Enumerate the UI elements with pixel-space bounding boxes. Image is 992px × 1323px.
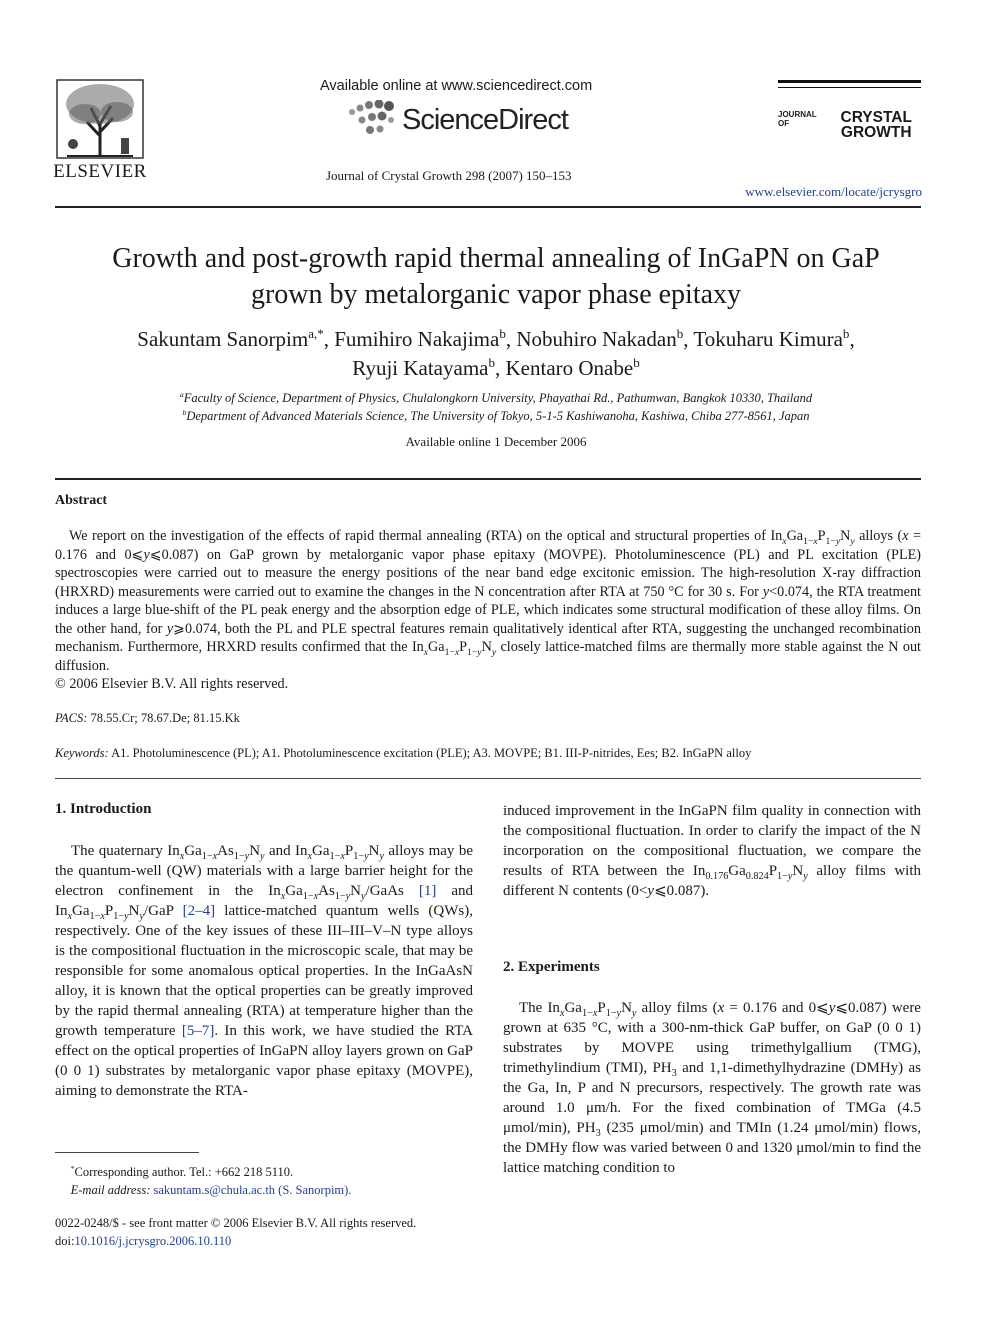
introduction-continued-text: induced improvement in the InGaPN film quality in connection with the compositional fluctuation. In order to clarify the impact of the N incorporation on the compositional fluctuation, we compare the results of RTA between the $In_{0.176}Ga_{0.824}P_{1-y}N_y$ alloy films with different N contents (0<y⩽0.087). bbox=[503, 803, 921, 899]
title-line: grown by metalorganic vapor phase epitaxy bbox=[250, 279, 742, 310]
sciencedirect-dots-icon bbox=[344, 100, 404, 140]
front-matter-notice: 0022-0248/$ - see front matter © 2006 Elsevier B.V. All rights reserved. bbox=[55, 1216, 417, 1230]
elsevier-tree-icon bbox=[55, 78, 145, 160]
available-online-date: Available online 1 December 2006 bbox=[405, 434, 587, 449]
author-affiliation-mark: b bbox=[676, 326, 684, 341]
author-separator: , bbox=[495, 356, 506, 380]
author-affiliation-mark: b bbox=[633, 355, 640, 370]
pacs-codes: PACS: 78.55.Cr; 78.67.De; 81.15.Kk bbox=[55, 711, 240, 725]
affiliation-a: $^a$Faculty of Science, Department of Physics, Chulalongkorn University, Phayathai Rd., Pathumwan, Bangkok 10330, Thailand bbox=[179, 389, 813, 405]
journal-logo-name: CRYSTAL GROWTH bbox=[840, 109, 912, 141]
experiments-text: The $In_xGa_{1-x}P_{1-y}N_y$ alloy films (x = 0.176 and 0⩽y⩽0.087) were grown at 635 °C, with a 300-nm-thick GaP buffer, on GaP (0 0 1) substrates by MOVPE using trimethylgallium (TMG), trimethylindium (TMI), $PH_3$ and 1,1-dimethylhydrazine (DMHy) as the Ga, In, P and N precursors, respectively. The growth rate was around 1.0 μm/h. For the fixed combination of TMGa (4.5 μmol/min), $PH_3$ (235 μmol/min) and TMIn (1.24 μmol/min) flows, the DMHy flow was varied between 0 and 1320 μmol/min to find the lattice matching condition to bbox=[503, 1000, 921, 1176]
citation-link[interactable]: [1] bbox=[418, 883, 437, 899]
available-online-text: Available online at www.sciencedirect.com bbox=[320, 78, 593, 94]
author-name: Nobuhiro Nakadan bbox=[516, 327, 677, 351]
article-title bbox=[40, 241, 952, 313]
affiliation-b: $^b$Department of Advanced Materials Science, The University of Tokyo, 5-1-5 Kashiwanoha, Kashiwa, Chiba 277-8561, Japan bbox=[182, 407, 810, 423]
keywords: Keywords: A1. Photoluminescence (PL); A1. Photoluminescence excitation (PLE); A3. MOVPE; B1. III-P-nitrides, Ees; B2. InGaPN alloy bbox=[55, 746, 752, 760]
citation-link[interactable]: [2–4] bbox=[182, 903, 216, 919]
sciencedirect-logo bbox=[344, 100, 594, 142]
journal-logo-small-text: JOURNAL OF bbox=[778, 110, 817, 128]
affiliations bbox=[40, 389, 952, 425]
author-name: Tokuharu Kimura bbox=[693, 327, 843, 351]
author-separator: , bbox=[683, 327, 694, 351]
abstract-top-rule bbox=[55, 478, 921, 480]
citation-link[interactable]: [5–7] bbox=[181, 1023, 215, 1039]
abstract-heading: Abstract bbox=[55, 493, 108, 508]
journal-logo bbox=[778, 80, 921, 140]
abstract-text: We report on the investigation of the effects of rapid thermal annealing (RTA) on the optical and structural properties of $In_xGa_{1-x}P_{1-y}N_y$ alloys (x = 0.176 and 0⩽y⩽0.087) on GaP grown by metalorganic vapor phase epitaxy (MOVPE). Photoluminescence (PL) and PL excitation (PLE) spectroscopies were carried out to measure the energy positions of the near band edge excitonic emission. The high-resolution X-ray diffraction (HRXRD) measurements were carried out to examine the changes in the N concentration after RTA at 750 °C for 30 s. For y<0.074, the RTA treatment induces a large blue-shift of the PL peak energy and the absorption edge of PLE, which indicates some structural modification of these alloy films. On the other hand, for y⩾0.074, both the PL and PLE spectral features remain qualitatively identical after RTA, suggesting the unchanged recombination mechanism. Furthermore, HRXRD results confirmed that the $In_xGa_{1-x}P_{1-y}N_y$ closely lattice-matched films are thermally more stable against the N out diffusion. bbox=[55, 528, 922, 674]
doi: doi:10.1016/j.jcrysgro.2006.10.110 bbox=[55, 1234, 232, 1248]
author-affiliation-mark: b bbox=[842, 326, 850, 341]
email-link[interactable]: sakuntam.s@chula.ac.th bbox=[153, 1183, 276, 1197]
author-separator: , bbox=[849, 327, 855, 351]
author-separator: , bbox=[505, 327, 517, 351]
journal-logo-rule bbox=[778, 80, 921, 83]
header-divider bbox=[55, 206, 921, 208]
abstract-bottom-rule bbox=[55, 778, 921, 779]
author-name: Fumihiro Nakajima bbox=[334, 327, 500, 351]
author-affiliation-mark: b bbox=[499, 326, 506, 341]
journal-url-link[interactable]: www.elsevier.com/locate/jcrysgro bbox=[745, 184, 922, 199]
author-affiliation-mark: a,* bbox=[308, 326, 324, 341]
introduction-text: The quaternary $In_xGa_{1-x}As_{1-y}N_y$ and $In_xGa_{1-x}P_{1-y}N_y$ alloys may be the quantum-well (QW) materials with a large barrier height for the electron confinement in the $In_xGa_{1-x}As_{1-y}N_y$/GaAs [1] and $In_xGa_{1-x}P_{1-y}N_y$/GaP [2–4] lattice-matched quantum wells (QWs), respectively. One of the key issues of these III–III–V–N type alloys is the compositional fluctuation in the microscopic scale, that may be responsible for some anomalous optical properties. In the InGaAsN alloy, it is known that the optical properties can be greatly improved by the rapid thermal annealing (RTA) at temperature higher than the growth temperature [5–7]. In this work, we have studied the RTA effect on the optical properties of InGaPN alloy layers grown on GaP (0 0 1) substrates by metalorganic vapor phase epitaxy (MOVPE), aiming to demonstrate the RTA- bbox=[55, 843, 473, 1099]
journal-reference: Journal of Crystal Growth 298 (2007) 150–153 bbox=[326, 168, 572, 183]
author-name: Sakuntam Sanorpim bbox=[137, 327, 309, 351]
footnote-rule bbox=[55, 1152, 199, 1153]
author-name: Ryuji Katayama bbox=[352, 356, 489, 380]
author-list bbox=[40, 325, 952, 383]
publisher-name: ELSEVIER bbox=[53, 161, 147, 182]
email-footnote: E-mail address: sakuntam.s@chula.ac.th (S. Sanorpim). bbox=[70, 1183, 352, 1197]
title-line: Growth and post-growth rapid thermal annealing of InGaPN on GaP bbox=[112, 243, 880, 274]
abstract-copyright: © 2006 Elsevier B.V. All rights reserved. bbox=[55, 676, 289, 692]
corresponding-author-footnote: *Corresponding author. Tel.: +662 218 5110. bbox=[70, 1163, 294, 1179]
author-separator: , bbox=[323, 327, 335, 351]
section-heading-introduction: 1. Introduction bbox=[55, 801, 152, 817]
doi-link[interactable]: 10.1016/j.jcrysgro.2006.10.110 bbox=[74, 1234, 232, 1248]
author-affiliation-mark: b bbox=[488, 355, 495, 370]
section-heading-experiments: 2. Experiments bbox=[503, 959, 600, 975]
author-name: Kentaro Onabe bbox=[505, 356, 634, 380]
journal-logo-rule bbox=[778, 87, 921, 88]
sciencedirect-wordmark: ScienceDirect bbox=[402, 104, 568, 136]
elsevier-logo bbox=[50, 78, 150, 183]
